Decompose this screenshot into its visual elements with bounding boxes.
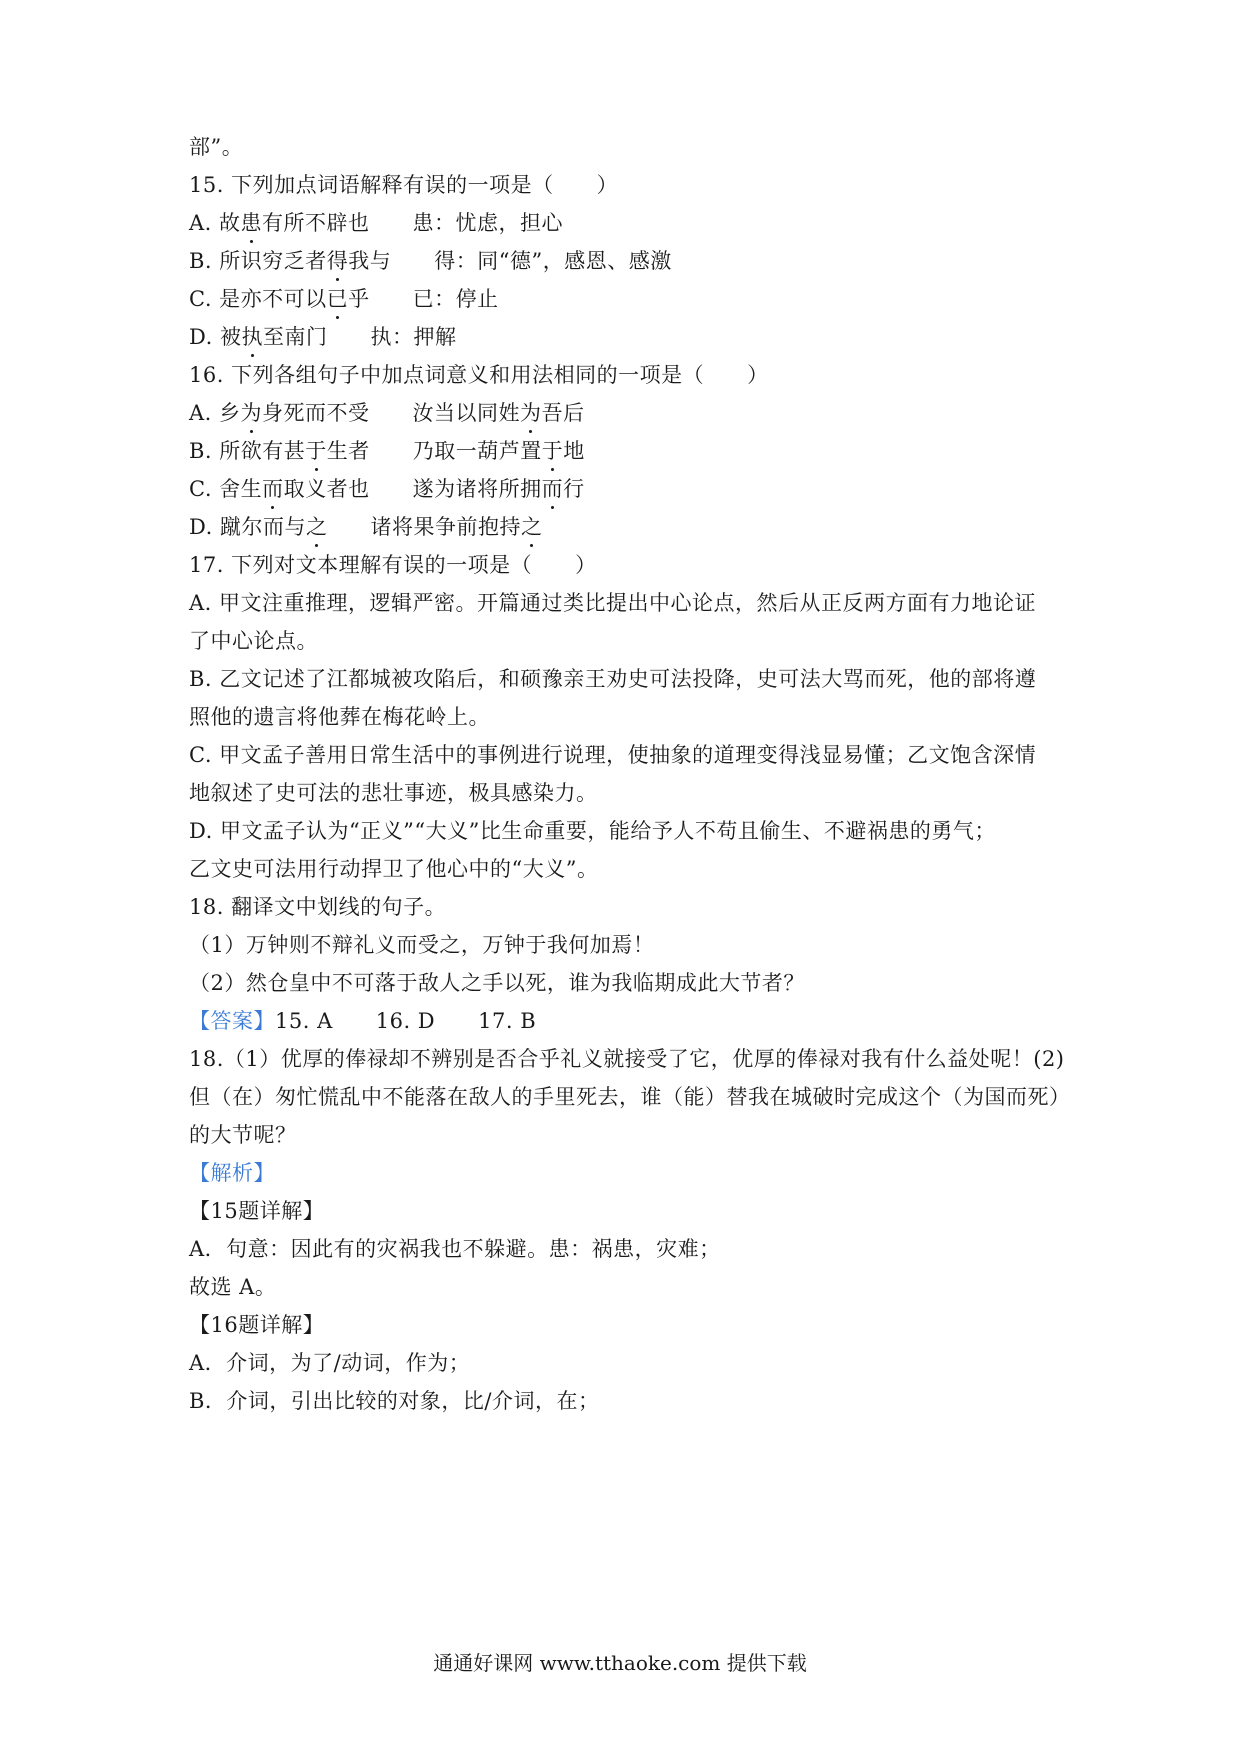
- q16-option-b: B. 所欲有甚于生者 乃取一葫芦置于地: [189, 436, 585, 466]
- question-18-stem: 18. 翻译文中划线的句子。: [189, 895, 447, 919]
- answer-q18-line: 但（在）匆忙慌乱中不能落在敌人的手里死去，谁（能）替我在城破时完成这个（为国而死）: [189, 1085, 1071, 1109]
- question-15-stem: 15. 下列加点词语解释有误的一项是（ ）: [189, 173, 619, 197]
- answer-tag: 【答案】: [189, 1009, 275, 1033]
- q17-line: 照他的遗言将他葬在梅花岭上。: [189, 705, 490, 729]
- emphasis-dot-char: 已: [327, 284, 349, 314]
- q17-line: A. 甲文注重推理，逻辑严密。开篇通过类比提出中心论点，然后从正反两方面有力地论证: [189, 591, 1037, 615]
- q15-option-c: C. 是亦不可以已乎 已：停止: [189, 284, 499, 314]
- q17-line: B. 乙文记述了江都城被攻陷后，和硕豫亲王劝史可法投降，史可法大骂而死，他的部将遵: [189, 667, 1037, 691]
- q15-option-b: B. 所识穷乏者得我与 得：同“德”，感恩、感激: [189, 246, 672, 276]
- emphasis-dot-char: 之: [521, 512, 543, 542]
- answer-line: [189, 1006, 536, 1036]
- emphasis-dot-char: 为: [241, 398, 263, 428]
- emphasis-dot-char: 之: [306, 512, 328, 542]
- emphasis-dot-char: 患: [241, 208, 263, 238]
- emphasis-dot-char: 于: [542, 436, 564, 466]
- q16-option-c: C. 舍生而取义者也 遂为诸将所拥而行: [189, 474, 585, 504]
- emphasis-dot-char: 得: [327, 246, 349, 276]
- emphasis-dot-char: 而: [262, 474, 284, 504]
- emphasis-dot-char: 于: [305, 436, 327, 466]
- q16-option-a: A. 乡为身死而不受 汝当以同姓为吾后: [189, 398, 585, 428]
- section-15-line: A．句意：因此有的灾祸我也不躲避。患：祸患，灾难；: [189, 1237, 721, 1261]
- emphasis-dot-char: 而: [542, 474, 564, 504]
- q17-line: 地叙述了史可法的悲壮事迹，极具感染力。: [189, 781, 598, 805]
- emphasis-dot-char: 为: [520, 398, 542, 428]
- continuation-text: 部”。: [189, 135, 244, 159]
- section-15-title: 【15题详解】: [189, 1199, 325, 1223]
- q17-line: C. 甲文孟子善用日常生活中的事例进行说理，使抽象的道理变得浅显易懂；乙文饱含深情: [189, 743, 1037, 767]
- question-17-stem: 17. 下列对文本理解有误的一项是（ ）: [189, 553, 597, 577]
- q17-line: D. 甲文孟子认为“正义”“大义”比生命重要，能给予人不苟且偷生、不避祸患的勇气；: [189, 819, 996, 843]
- footer-text: 通通好课网 www.tthaoke.com 提供下载: [433, 1651, 807, 1675]
- q17-line: 了中心论点。: [189, 629, 318, 653]
- q16-option-d: D. 蹴尔而与之 诸将果争前抱持之: [189, 512, 542, 542]
- answer-q18-line: 的大节呢？: [189, 1123, 297, 1147]
- question-16-stem: 16. 下列各组句子中加点词意义和用法相同的一项是（ ）: [189, 363, 769, 387]
- section-16-line: B．介词，引出比较的对象，比/介词，在；: [189, 1389, 600, 1413]
- q18-item: （2）然仓皇中不可落于敌人之手以死，谁为我临期成此大节者？: [189, 971, 805, 995]
- section-16-title: 【16题详解】: [189, 1313, 325, 1337]
- answer-q18-line: 18.（1）优厚的俸禄却不辨别是否合乎礼义就接受了它，优厚的俸禄对我有什么益处呢！(2): [189, 1047, 1065, 1071]
- section-15-line: 故选 A。: [189, 1275, 277, 1299]
- q18-item: （1）万钟则不辩礼义而受之，万钟于我何加焉！: [189, 933, 655, 957]
- answer-values: 15. A 16. D 17. B: [275, 1009, 537, 1033]
- q17-line: 乙文史可法用行动捍卫了他心中的“大义”。: [189, 857, 599, 881]
- q15-option-a: A. 故患有所不辟也 患：忧虑，担心: [189, 208, 563, 238]
- analysis-tag: 【解析】: [189, 1161, 275, 1185]
- q15-option-d: D. 被执至南门 执：押解: [189, 322, 456, 352]
- emphasis-dot-char: 执: [241, 322, 263, 352]
- section-16-line: A．介词，为了/动词，作为；: [189, 1351, 471, 1375]
